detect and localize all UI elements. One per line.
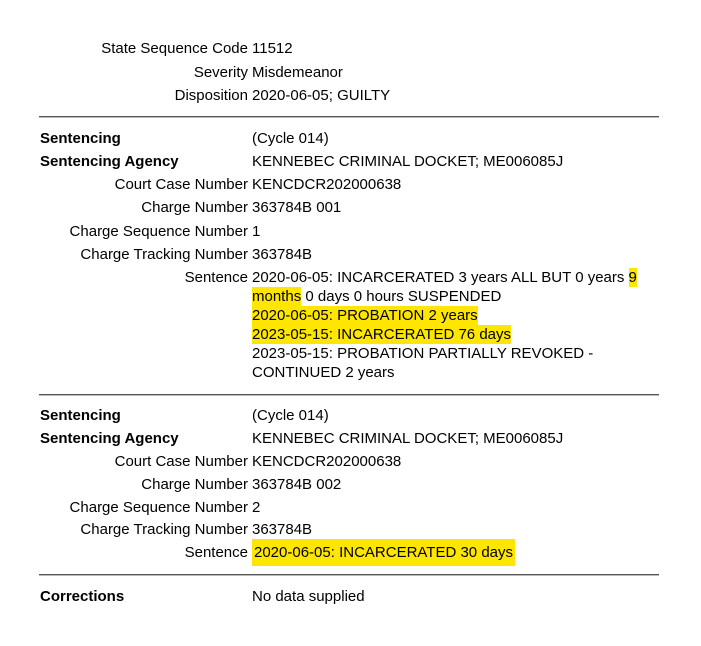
- highlighted-text: 2020-06-05: INCARCERATED 30 days: [252, 539, 515, 566]
- disposition-label: Disposition: [174, 87, 248, 104]
- sentencing-agency-label: Sentencing Agency: [40, 430, 179, 447]
- charge-sequence-row: [0, 221, 701, 243]
- severity-row: [0, 62, 701, 84]
- section-divider: [39, 116, 659, 118]
- charge-sequence-value: 2: [252, 499, 261, 516]
- sentence-line: [252, 344, 662, 363]
- sentence-text: 0 days 0 hours SUSPENDED: [301, 288, 502, 305]
- sentence-line: [252, 363, 662, 382]
- highlighted-text: 2020-06-05: PROBATION 2 years: [252, 307, 478, 324]
- charge-number-value: 363784B 001: [252, 199, 342, 216]
- highlighted-text: 2023-05-15: INCARCERATED 76 days: [252, 326, 511, 343]
- severity-label: Severity: [193, 64, 248, 81]
- court-case-label: Court Case Number: [114, 176, 248, 193]
- corrections-row: [0, 586, 701, 608]
- charge-tracking-row: [0, 244, 701, 266]
- charge-sequence-label: Charge Sequence Number: [69, 223, 248, 240]
- charge-tracking-row: [0, 519, 701, 541]
- charge-number-label: Charge Number: [141, 199, 248, 216]
- court-case-value: KENCDCR202000638: [252, 453, 402, 470]
- sentence-text: 2020-06-05: INCARCERATED 3 years ALL BUT 0 years: [252, 269, 629, 286]
- section-divider: [39, 574, 659, 576]
- sentence-value: [252, 542, 515, 564]
- corrections-value: No data supplied: [252, 588, 365, 605]
- court-case-row: [0, 174, 701, 196]
- sentencing-agency-row: [0, 151, 701, 173]
- sentence-line: [252, 287, 662, 306]
- charge-tracking-label: Charge Tracking Number: [80, 246, 248, 263]
- sentencing-cycle: (Cycle 014): [252, 407, 329, 424]
- sentence-line: [252, 325, 662, 344]
- sentencing-agency-label: Sentencing Agency: [40, 153, 179, 170]
- charge-tracking-value: 363784B: [252, 521, 313, 538]
- sentence-row: [0, 542, 701, 564]
- charge-sequence-value: 1: [252, 223, 261, 240]
- state-sequence-code-value: 11512: [252, 40, 293, 57]
- charge-number-row: [0, 197, 701, 219]
- court-case-label: Court Case Number: [114, 453, 248, 470]
- sentence-label: Sentence: [184, 544, 248, 561]
- state-sequence-code-row: [0, 38, 701, 60]
- disposition-value: 2020-06-05; GUILTY: [252, 87, 391, 104]
- highlighted-text: months: [252, 288, 302, 305]
- state-sequence-code-label: State Sequence Code: [101, 40, 248, 57]
- charge-number-row: [0, 474, 701, 496]
- sentencing-cycle: (Cycle 014): [252, 130, 329, 147]
- charge-number-label: Charge Number: [141, 476, 248, 493]
- charge-number-value: 363784B 002: [252, 476, 342, 493]
- sentence-line: [252, 306, 662, 325]
- section-divider: [39, 394, 659, 396]
- highlighted-text: 9: [628, 269, 637, 286]
- severity-value: Misdemeanor: [252, 64, 343, 81]
- sentence-text: 2023-05-15: PROBATION PARTIALLY REVOKED -: [252, 345, 594, 362]
- charge-tracking-value: 363784B: [252, 246, 313, 263]
- sentencing-agency-value: KENNEBEC CRIMINAL DOCKET; ME006085J: [252, 153, 564, 170]
- sentencing-agency-row: [0, 428, 701, 450]
- charge-tracking-label: Charge Tracking Number: [80, 521, 248, 538]
- charge-sequence-label: Charge Sequence Number: [69, 499, 248, 516]
- sentence-label: Sentence: [184, 269, 248, 286]
- charge-sequence-row: [0, 497, 701, 519]
- court-case-row: [0, 451, 701, 473]
- sentencing-heading: Sentencing: [40, 130, 121, 147]
- sentence-line: [252, 268, 662, 287]
- sentencing-heading: Sentencing: [40, 407, 121, 424]
- disposition-row: [0, 85, 701, 107]
- sentence-text: CONTINUED 2 years: [252, 364, 395, 381]
- sentencing-heading-row: [0, 405, 701, 427]
- sentencing-agency-value: KENNEBEC CRIMINAL DOCKET; ME006085J: [252, 430, 564, 447]
- court-case-value: KENCDCR202000638: [252, 176, 402, 193]
- corrections-heading: Corrections: [40, 588, 125, 605]
- sentencing-heading-row: [0, 128, 701, 150]
- sentence-details: [252, 268, 662, 382]
